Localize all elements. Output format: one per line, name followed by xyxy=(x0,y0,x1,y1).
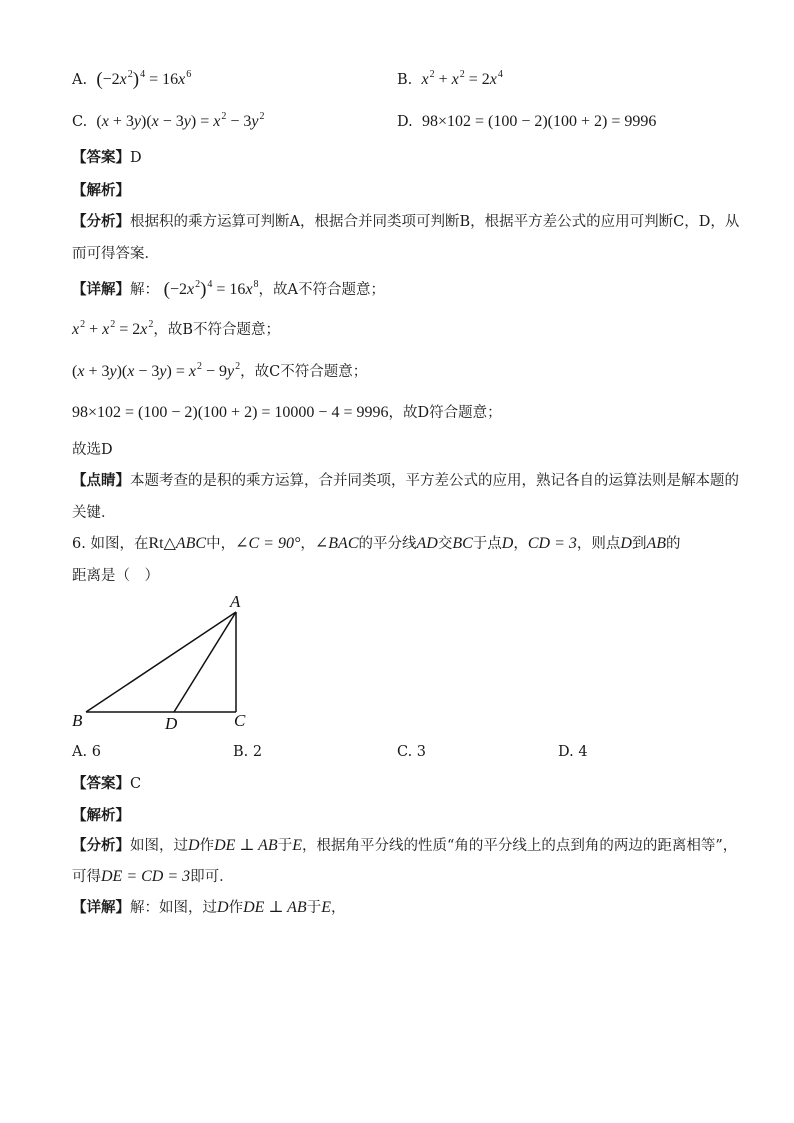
analysis-heading: 【解析】 xyxy=(72,182,130,199)
answer-line: 【答案】D xyxy=(72,149,142,166)
label-b: B xyxy=(72,711,83,730)
q6-option-c: C. 3 xyxy=(397,744,427,760)
q6-option-a: A. 6 xyxy=(72,744,101,760)
label-c: C xyxy=(234,711,246,730)
option-d: D. 98×102 = (100 − 2)(100 + 2) = 9996 xyxy=(397,113,657,130)
analysis-fenxi-line2: 而可得答案． xyxy=(72,246,159,262)
detail-line-d: 98×102 = (100 − 2)(100 + 2) = 10000 − 4 = 9996，故D符合题意； xyxy=(72,404,502,421)
label-d: D xyxy=(165,714,178,733)
q6-option-d: D. 4 xyxy=(558,744,588,760)
analysis-fenxi-line1: 【分析】根据积的乘方运算可判断A，根据合并同类项可判断B，根据平方差公式的应用可判断C，D，从 xyxy=(72,213,740,230)
choose-line: 故选D xyxy=(72,442,113,458)
option-a: A. $(-2x^2)^4 = 16x^6$ xyxy=(72,69,192,90)
analysis-q6-detail-line: 【详解】解：如图，过D作DE ⊥ AB于E， xyxy=(72,899,346,916)
answer-q6-line: 【答案】C xyxy=(72,775,142,792)
detail-line-c: $(x + 3y)(x - 3y) = x^2 - 9y^2$，故C不符合题意； xyxy=(72,361,368,380)
analysis-q6-fenxi-line2: 可得DE = CD = 3即可． xyxy=(72,868,234,885)
analysis-q6-heading: 【解析】 xyxy=(72,807,130,824)
dianjing-line1: 【点睛】本题考查的是积的乘方运算，合并同类项，平方差公式的应用，熟记各自的运算法则是解本题的 xyxy=(72,472,739,489)
q6-option-b: B. 2 xyxy=(233,744,263,760)
option-c: C. $(x + 3y)(x - 3y) = x^2 - 3y^2$ xyxy=(72,111,265,130)
segment-ad xyxy=(174,612,236,712)
detail-line-b: $x^2 + x^2 = 2x^2$，故B不符合题意； xyxy=(72,319,281,338)
dianjing-line2: 关键． xyxy=(72,505,116,521)
label-a: A xyxy=(230,592,241,611)
option-b: B. $x^2 + x^2 = 2x^4$ xyxy=(397,69,503,88)
segment-ab xyxy=(86,612,236,712)
triangle-figure xyxy=(60,590,300,738)
question-6-line2: 距离是（ ） xyxy=(72,568,159,584)
question-6-line1: 6. 如图，在Rt△ABC中，∠C = 90°，∠BAC的平分线AD交BC于点D，CD = 3，则点D到AB的 xyxy=(72,535,681,552)
detail-line-a: 【详解】解： $(-2x^2)^4 = 16x^8$，故A不符合题意； xyxy=(72,279,386,300)
analysis-q6-fenxi-line1: 【分析】如图，过D作DE ⊥ AB于E，根据角平分线的性质“角的平分线上的点到角的两边的距离相等”， xyxy=(72,837,738,854)
